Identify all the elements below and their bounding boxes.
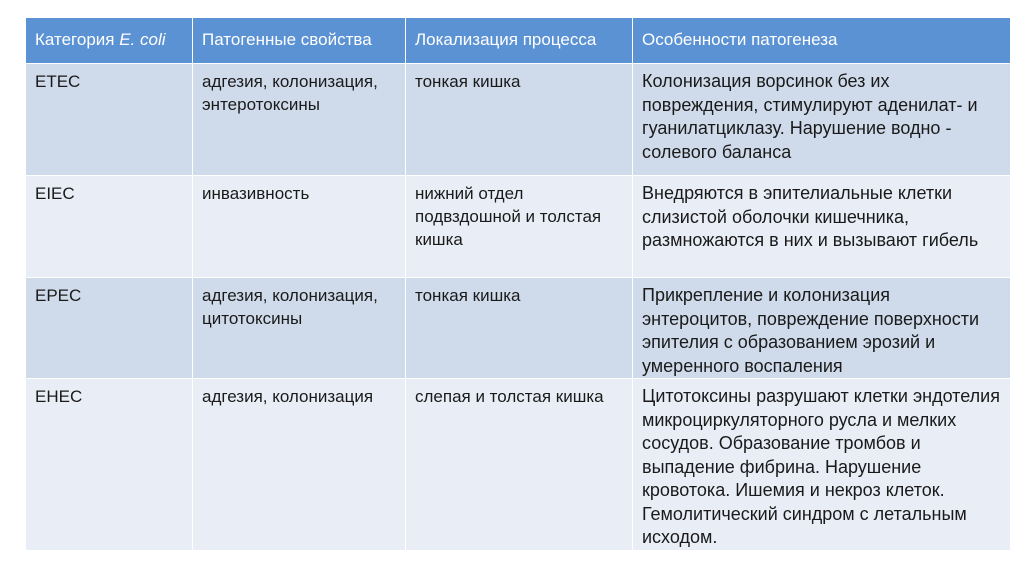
cell-features: Внедряются в эпителиальные клетки слизистой оболочки кишечника, размножаются в них и вызывают гибель xyxy=(633,176,1011,278)
cell-properties: адгезия, колонизация, энтеротоксины xyxy=(193,64,406,176)
cell-localization: тонкая кишка xyxy=(406,278,633,379)
header-properties: Патогенные свойства xyxy=(193,18,406,64)
table-row xyxy=(26,278,1011,379)
cell-properties: инвазивность xyxy=(193,176,406,278)
cell-category: EIEC xyxy=(26,176,193,278)
table-row xyxy=(26,379,1011,551)
cell-category: ETEC xyxy=(26,64,193,176)
header-localization: Локализация процесса xyxy=(406,18,633,64)
table-row xyxy=(26,176,1011,278)
cell-properties: адгезия, колонизация, цитотоксины xyxy=(193,278,406,379)
cell-localization: тонкая кишка xyxy=(406,64,633,176)
header-category-italic: E. coli xyxy=(119,30,166,49)
table-row xyxy=(26,64,1011,176)
header-features: Особенности патогенеза xyxy=(633,18,1011,64)
table-header-row xyxy=(26,18,1011,64)
header-category xyxy=(26,18,193,64)
cell-features: Прикрепление и колонизация энтероцитов, повреждение поверхности эпителия с образованием эрозий и умеренного воспаления xyxy=(633,278,1011,379)
cell-features: Цитотоксины разрушают клетки эндотелия микроциркуляторного русла и мелких сосудов. Образование тромбов и выпадение фибрина. Нарушение кровотока. Ишемия и некроз клеток. Гемолитический синдром с летальным исходом. xyxy=(633,379,1011,551)
header-category-prefix: Категория xyxy=(35,30,120,49)
pathogenesis-table xyxy=(25,17,1011,551)
cell-localization: слепая и толстая кишка xyxy=(406,379,633,551)
cell-category: EPEC xyxy=(26,278,193,379)
cell-features: Колонизация ворсинок без их повреждения, стимулируют аденилат- и гуанилатциклазу. Нарушение водно - солевого баланса xyxy=(633,64,1011,176)
cell-properties: адгезия, колонизация xyxy=(193,379,406,551)
cell-category: EHEC xyxy=(26,379,193,551)
cell-localization: нижний отдел подвздошной и толстая кишка xyxy=(406,176,633,278)
